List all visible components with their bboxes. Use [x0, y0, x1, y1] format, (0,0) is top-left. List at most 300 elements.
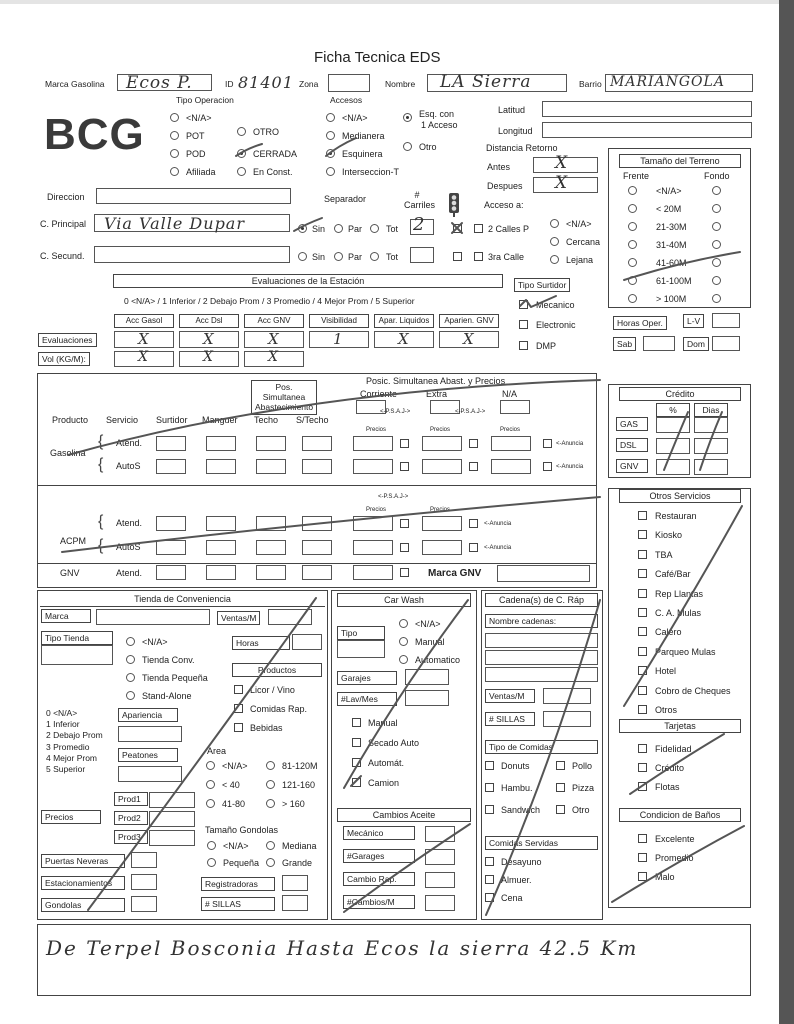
tienda-scale-item: 1 Inferior	[46, 719, 80, 730]
precio-field[interactable]	[302, 459, 332, 474]
precio-check[interactable]	[400, 543, 409, 552]
servida-check[interactable]	[485, 893, 494, 902]
precio-field[interactable]	[206, 516, 236, 531]
precio-field[interactable]	[302, 540, 332, 555]
credito-pct-field[interactable]	[656, 459, 690, 475]
tamano-frente-radio[interactable]	[628, 258, 637, 267]
area-option: 41-80	[222, 799, 246, 809]
area-option: < 40	[222, 780, 240, 790]
pos-na-field[interactable]	[500, 400, 530, 414]
nombre-cadenas-field-1[interactable]	[485, 633, 598, 648]
precio-extra-field[interactable]	[422, 540, 462, 555]
c-secund-par-radio[interactable]	[334, 252, 343, 261]
otros-servicio-label: Restauran	[655, 511, 697, 521]
id-label: ID	[225, 79, 234, 89]
apariencia-field[interactable]	[118, 726, 182, 742]
tienda-scale-item: 3 Promedio	[46, 741, 90, 752]
cadenas-ventas-label: Ventas/M	[485, 689, 535, 703]
surtidor-electronic-check[interactable]	[519, 320, 528, 329]
tienda-ventas-field[interactable]	[268, 609, 312, 625]
precio-na-field[interactable]	[491, 459, 531, 474]
peatones-field[interactable]	[118, 766, 182, 782]
accesos-esq-1-acceso-radio[interactable]	[403, 113, 412, 122]
prod-field[interactable]	[149, 792, 195, 808]
precio-field[interactable]	[206, 459, 236, 474]
acceso-a-cercana-radio[interactable]	[550, 237, 559, 246]
estacionamientos-field[interactable]	[131, 874, 157, 890]
otros-servicio-check[interactable]	[638, 608, 647, 617]
otros-servicio-check[interactable]	[638, 569, 647, 578]
c-secund-check-1[interactable]	[453, 252, 462, 261]
comida-check[interactable]	[556, 783, 565, 792]
gondola-radio[interactable]	[266, 858, 275, 867]
antes-label: Antes	[487, 162, 511, 172]
otros-servicio-label: Rep Llantas	[655, 588, 704, 599]
otros-servicios-header: Otros Servicios	[619, 489, 741, 503]
comida-label: Hambu.	[501, 783, 533, 793]
tipo-op-na-radio[interactable]	[170, 113, 179, 122]
tipo-op-pot-label: POT	[186, 131, 205, 141]
car-wash-check[interactable]	[352, 778, 361, 787]
comida-check[interactable]	[556, 761, 565, 770]
otros-servicio-check[interactable]	[638, 705, 647, 714]
tamano-fondo-radio[interactable]	[712, 258, 721, 267]
c-principal-sin-label: Sin	[312, 224, 326, 234]
gnv-price-field[interactable]	[353, 565, 393, 580]
c-principal-tot-label: Tot	[386, 224, 399, 234]
c-secund-field[interactable]	[94, 246, 290, 263]
car-wash-header: Car Wash	[337, 593, 471, 607]
c-principal-check-1[interactable]	[453, 224, 462, 233]
c-secund-carriles-field[interactable]	[410, 247, 434, 263]
tipo-op-pod-radio[interactable]	[170, 149, 179, 158]
cambios-aceite-field[interactable]	[425, 849, 455, 865]
psaj-label: <-P.S.A.J->	[378, 494, 409, 500]
car-wash-check[interactable]	[352, 718, 361, 727]
eval-column-header: Aparien. GNV	[439, 314, 499, 328]
tienda-scale-item: 5 Superior	[46, 764, 86, 774]
precio-check[interactable]	[469, 462, 478, 471]
surtidor-mecanico-label: Mecanico	[536, 300, 575, 310]
tamano-fondo-radio[interactable]	[712, 276, 721, 285]
gnv-divider	[37, 563, 597, 564]
c-secund-par-label: Par	[348, 252, 363, 262]
marca-gnv-field[interactable]	[497, 565, 590, 582]
credito-dias-field[interactable]	[694, 417, 728, 433]
tamano-frente-radio[interactable]	[628, 276, 637, 285]
precio-extra-field[interactable]	[422, 459, 462, 474]
precio-corriente-field[interactable]	[353, 516, 393, 531]
traffic-light-icon	[446, 192, 462, 218]
car-wash-option: <N/A>	[415, 619, 441, 629]
precio-field[interactable]	[206, 436, 236, 451]
na-price-label: N/A	[502, 389, 518, 399]
evaluaciones-scale: 0 <N/A> / 1 Inferior / 2 Debajo Prom / 3 Promedio / 4 Mejor Prom / 5 Superior	[124, 296, 415, 306]
tarjeta-check[interactable]	[638, 744, 647, 753]
tamano-fondo-radio[interactable]	[712, 222, 721, 231]
precio-field[interactable]	[256, 540, 286, 555]
precios-column-header: Techo	[254, 415, 279, 425]
credito-pct-field[interactable]	[656, 438, 690, 454]
precios-small-label: Precios	[430, 427, 451, 433]
c-principal-par-radio[interactable]	[334, 224, 343, 233]
car-wash-option: Automatico	[415, 655, 461, 665]
acceso-a-lejana-radio[interactable]	[550, 255, 559, 264]
tipo-tienda-option: Tienda Conv.	[142, 655, 195, 665]
tienda-marca-field[interactable]	[96, 609, 210, 625]
prod-label: Prod2	[114, 811, 148, 825]
precio-check[interactable]	[400, 439, 409, 448]
prod-field[interactable]	[149, 830, 195, 846]
servicio-label: Atend.	[116, 438, 143, 448]
tipo-tienda-field[interactable]	[41, 645, 113, 665]
tipo-tienda-radio[interactable]	[126, 673, 135, 682]
longitud-field[interactable]	[542, 122, 752, 138]
car-wash-radio[interactable]	[399, 637, 408, 646]
tipo-surtidor-label: Tipo Surtidor	[514, 278, 570, 292]
lav-mes-label: #Lav/Mes	[337, 692, 397, 706]
precios-tienda-label: Precios	[41, 810, 101, 824]
accesos-1-acceso-label: 1 Acceso	[421, 120, 458, 130]
bano-check[interactable]	[638, 872, 647, 881]
anuncia-label: <-Anuncia	[556, 464, 584, 470]
c-principal-tot-radio[interactable]	[370, 224, 379, 233]
horas-sab-field[interactable]	[643, 336, 675, 351]
tienda-scale-item: 0 <N/A>	[46, 708, 78, 718]
precio-field[interactable]	[256, 516, 286, 531]
c-principal-sin-radio[interactable]	[298, 224, 307, 233]
tipo-op-cerrada-radio[interactable]	[237, 149, 246, 158]
tamano-fondo-radio[interactable]	[712, 240, 721, 249]
accesos-esquinera-radio[interactable]	[326, 149, 335, 158]
otros-servicio-check[interactable]	[638, 589, 647, 598]
tamano-frente-radio[interactable]	[628, 240, 637, 249]
latitud-field[interactable]	[542, 101, 752, 117]
precio-field[interactable]	[156, 540, 186, 555]
frente-label: Frente	[623, 171, 650, 181]
tarjeta-label: Crédito	[655, 763, 685, 773]
otros-servicio-check[interactable]	[638, 530, 647, 539]
horas-dom-label: Dom	[683, 337, 709, 351]
c-principal-2calles-check[interactable]	[474, 224, 483, 233]
evaluaciones-row-label: Evaluaciones	[38, 333, 97, 347]
credito-pct-label: %	[656, 403, 690, 417]
antes-x-mark: X	[555, 153, 569, 173]
psaj-label: <-P.S.A.J->	[455, 409, 486, 415]
marca-gasolina-value: Ecos P.	[126, 73, 193, 93]
garajes-field[interactable]	[405, 669, 449, 685]
tienda-horas-field[interactable]	[292, 634, 322, 650]
c-principal-carriles-value: 2	[413, 214, 426, 235]
credito-dias-field[interactable]	[694, 438, 728, 454]
precio-field[interactable]	[156, 459, 186, 474]
precio-corriente-field[interactable]	[353, 436, 393, 451]
brace-icon: {	[98, 433, 104, 450]
precio-field[interactable]	[256, 459, 286, 474]
accesos-na-radio[interactable]	[326, 113, 335, 122]
tamano-option-label: 31-40M	[656, 240, 687, 250]
despues-x-mark: X	[555, 173, 569, 193]
area-radio[interactable]	[266, 780, 275, 789]
cambios-aceite-field[interactable]	[425, 895, 455, 911]
comidas-servidas-label: Comidas Servidas	[485, 836, 598, 850]
tamano-fondo-radio[interactable]	[712, 294, 721, 303]
precio-corriente-field[interactable]	[353, 459, 393, 474]
anuncia-check[interactable]	[469, 519, 478, 528]
anuncia-label: <-Anuncia	[484, 545, 512, 551]
gnv-field[interactable]	[302, 565, 332, 580]
c-secund-3ra-check[interactable]	[474, 252, 483, 261]
lav-mes-field[interactable]	[405, 690, 449, 706]
anuncia-check[interactable]	[543, 439, 552, 448]
bano-check[interactable]	[638, 853, 647, 862]
otros-servicio-check[interactable]	[638, 511, 647, 520]
page-title: Ficha Tecnica EDS	[314, 49, 441, 66]
servida-check[interactable]	[485, 857, 494, 866]
nombre-label: Nombre	[385, 79, 416, 89]
tienda-sillas-field[interactable]	[282, 895, 308, 911]
precios-small-label: Precios	[366, 427, 387, 433]
cadenas-sillas-field[interactable]	[543, 711, 591, 727]
credito-dias-field[interactable]	[694, 459, 728, 475]
precio-extra-field[interactable]	[422, 436, 462, 451]
zona-field[interactable]	[328, 74, 370, 92]
area-radio[interactable]	[206, 761, 215, 770]
tipo-op-cerrada-label: CERRADA	[253, 149, 298, 159]
otros-servicio-label: Café/Bar	[655, 569, 691, 580]
tarjeta-check[interactable]	[638, 782, 647, 791]
footer-note-box	[37, 924, 751, 996]
precio-extra-field[interactable]	[422, 516, 462, 531]
car-wash-check[interactable]	[352, 738, 361, 747]
precio-field[interactable]	[206, 540, 236, 555]
tipo-tienda-option: Stand-Alone	[142, 691, 192, 701]
precio-field[interactable]	[256, 436, 286, 451]
eval-value-mark: X	[268, 330, 280, 348]
tamano-frente-radio[interactable]	[628, 204, 637, 213]
cambios-aceite-header: Cambios Aceite	[337, 808, 471, 822]
area-radio[interactable]	[206, 780, 215, 789]
precio-field[interactable]	[156, 516, 186, 531]
garajes-label: Garajes	[337, 671, 397, 685]
direccion-field[interactable]	[96, 188, 291, 204]
precios-column-header: Producto	[52, 415, 89, 425]
comida-check[interactable]	[485, 805, 494, 814]
producto-check[interactable]	[234, 723, 243, 732]
cambios-aceite-field[interactable]	[425, 872, 455, 888]
horas-sab-label: Sab	[613, 337, 636, 351]
producto-check[interactable]	[234, 685, 243, 694]
c-secund-tot-radio[interactable]	[370, 252, 379, 261]
tipo-op-afiliada-radio[interactable]	[170, 167, 179, 176]
c-secund-tot-label: Tot	[386, 252, 399, 262]
tamano-fondo-radio[interactable]	[712, 204, 721, 213]
area-radio[interactable]	[206, 799, 215, 808]
eval-value-mark: X	[463, 330, 475, 348]
otros-servicio-check[interactable]	[638, 686, 647, 695]
c-principal-label: C. Principal	[40, 219, 87, 229]
apariencia-label: Apariencia	[118, 708, 178, 722]
tipo-tienda-radio[interactable]	[126, 691, 135, 700]
nombre-cadenas-field-3[interactable]	[485, 667, 598, 682]
dos-calles-label: 2 Calles P	[488, 224, 530, 234]
gnv-field[interactable]	[206, 565, 236, 580]
precio-check[interactable]	[469, 439, 478, 448]
estacionamientos-label: Estacionamientos	[41, 876, 125, 890]
tarjetas-header: Tarjetas	[619, 719, 741, 733]
zona-label: Zona	[299, 79, 319, 89]
tipo-tienda-radio[interactable]	[126, 655, 135, 664]
car-wash-tipo-field[interactable]	[337, 640, 385, 658]
accesos-otro-radio[interactable]	[403, 142, 412, 151]
prod-label: Prod1	[114, 792, 148, 806]
precio-field[interactable]	[302, 516, 332, 531]
fondo-label: Fondo	[704, 171, 730, 181]
anuncia-check[interactable]	[469, 543, 478, 552]
gondola-radio[interactable]	[207, 858, 216, 867]
eval-column-header: Acc GNV	[244, 314, 304, 328]
registradoras-label: Registradoras	[201, 877, 275, 891]
comida-check[interactable]	[485, 761, 494, 770]
gnv-check[interactable]	[400, 568, 409, 577]
comida-check[interactable]	[485, 783, 494, 792]
tipo-op-en-const-radio[interactable]	[237, 167, 246, 176]
eval-value-mark: X	[398, 330, 410, 348]
gondola-radio[interactable]	[266, 841, 275, 850]
tarjeta-label: Flotas	[655, 782, 680, 792]
tamano-frente-radio[interactable]	[628, 186, 637, 195]
barrio-value: MARIANGOLA	[610, 74, 725, 90]
area-label: Area	[207, 746, 227, 756]
longitud-label: Longitud	[498, 126, 533, 136]
producto-check[interactable]	[234, 704, 243, 713]
precio-field[interactable]	[156, 436, 186, 451]
tipo-op-na-label: <N/A>	[186, 113, 212, 123]
puertas-neveras-field[interactable]	[131, 852, 157, 868]
vol-value-mark: X	[203, 349, 214, 365]
precio-check[interactable]	[400, 462, 409, 471]
tamano-gondolas-label: Tamaño Gondolas	[205, 825, 279, 835]
tipo-op-pot-radio[interactable]	[170, 131, 179, 140]
tamano-fondo-radio[interactable]	[712, 186, 721, 195]
c-principal-par-label: Par	[348, 224, 363, 234]
footer-handwritten-note: De Terpel Bosconia Hasta Ecos la sierra 42.5 Km	[46, 936, 639, 960]
credito-pct-field[interactable]	[656, 417, 690, 433]
accesos-otro-label: Otro	[419, 142, 437, 152]
horas-oper-label: Horas Oper.	[613, 316, 667, 330]
cambios-aceite-label: Mecánico	[343, 826, 415, 840]
bano-check[interactable]	[638, 834, 647, 843]
tipo-op-otro-radio[interactable]	[237, 127, 246, 136]
horas-dom-field[interactable]	[712, 336, 740, 351]
vol-value-mark: X	[268, 349, 279, 365]
surtidor-mecanico-check[interactable]	[519, 300, 528, 309]
precio-field[interactable]	[302, 436, 332, 451]
precios-small-label: Precios	[430, 507, 451, 513]
gasolina-label: Gasolina	[50, 448, 86, 458]
accesos-medianera-radio[interactable]	[326, 131, 335, 140]
cambios-aceite-field[interactable]	[425, 826, 455, 842]
horas-lv-field[interactable]	[712, 313, 740, 328]
tarjeta-check[interactable]	[638, 763, 647, 772]
cadenas-ventas-field[interactable]	[543, 688, 591, 704]
tamano-frente-radio[interactable]	[628, 294, 637, 303]
area-radio[interactable]	[266, 761, 275, 770]
registradoras-field[interactable]	[282, 875, 308, 891]
bcg-logo: BCG	[44, 110, 145, 159]
surtidor-electronic-label: Electronic	[536, 320, 576, 330]
tipo-tienda-radio[interactable]	[126, 637, 135, 646]
gondola-radio[interactable]	[207, 841, 216, 850]
gondolas-field[interactable]	[131, 896, 157, 912]
surtidor-dmp-check[interactable]	[519, 341, 528, 350]
otros-servicio-check[interactable]	[638, 550, 647, 559]
tipo-tienda-option: <N/A>	[142, 637, 168, 647]
gnv-field[interactable]	[256, 565, 286, 580]
accesos-interseccion-radio[interactable]	[326, 167, 335, 176]
credito-row-label: DSL	[616, 438, 648, 452]
peatones-label: Peatones	[118, 748, 178, 762]
car-wash-radio[interactable]	[399, 655, 408, 664]
separador-label: Separador	[324, 194, 367, 204]
precio-corriente-field[interactable]	[353, 540, 393, 555]
prod-field[interactable]	[149, 811, 195, 827]
anuncia-check[interactable]	[543, 462, 552, 471]
gondola-option: Grande	[282, 858, 313, 868]
tipo-op-en-const-label: En Const.	[253, 167, 293, 177]
nombre-cadenas-field-2[interactable]	[485, 650, 598, 665]
area-radio[interactable]	[266, 799, 275, 808]
tienda-scale-item: 4 Mejor Prom	[46, 752, 98, 763]
tienda-sillas-label: # SILLAS	[201, 897, 275, 911]
gnv-field[interactable]	[156, 565, 186, 580]
otros-servicio-check[interactable]	[638, 666, 647, 675]
acceso-a-na-label: <N/A>	[566, 219, 592, 229]
nombre-cadenas-label: Nombre cadenas:	[485, 614, 598, 628]
otros-servicio-check[interactable]	[638, 647, 647, 656]
tamano-option-label: 41-60M	[656, 258, 687, 268]
precio-na-field[interactable]	[491, 436, 531, 451]
precio-check[interactable]	[400, 519, 409, 528]
eval-value-mark: X	[203, 330, 215, 348]
tienda-header: Tienda de Conveniencia	[40, 593, 325, 607]
gondolas-label: Gondolas	[41, 898, 125, 912]
precios-column-header: Servicio	[106, 415, 139, 425]
gondola-option: Mediana	[282, 841, 317, 851]
otros-servicio-check[interactable]	[638, 627, 647, 636]
servida-check[interactable]	[485, 875, 494, 884]
car-wash-option: Manual	[415, 637, 445, 647]
area-option: > 160	[282, 799, 305, 809]
psaj-label: <-P.S.A.J->	[380, 409, 411, 415]
tamano-option-label: > 100M	[656, 294, 687, 304]
servicio-label: AutoS	[116, 461, 141, 471]
car-wash-check-label: Camion	[368, 778, 400, 788]
comida-label: Pollo	[572, 761, 593, 771]
carriles-label: # Carriles	[404, 190, 436, 210]
car-wash-check[interactable]	[352, 758, 361, 767]
tamano-frente-radio[interactable]	[628, 222, 637, 231]
barrio-label: Barrio	[579, 79, 602, 89]
comida-label: Pizza	[572, 783, 595, 793]
car-wash-radio[interactable]	[399, 619, 408, 628]
vol-value-mark: X	[138, 349, 149, 365]
acceso-a-label: Acceso a:	[484, 200, 524, 210]
c-secund-sin-radio[interactable]	[298, 252, 307, 261]
acceso-a-na-radio[interactable]	[550, 219, 559, 228]
comida-check[interactable]	[556, 805, 565, 814]
car-wash-check-label: Secado Auto	[368, 738, 420, 748]
